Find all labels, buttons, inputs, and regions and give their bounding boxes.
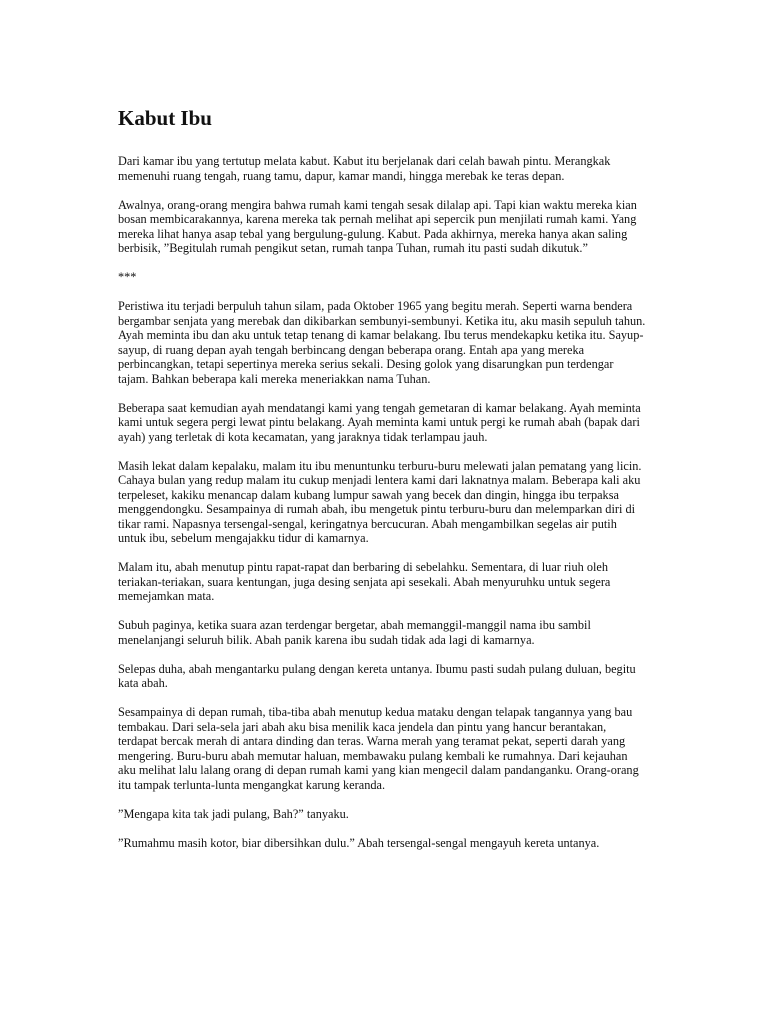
paragraph-5: Masih lekat dalam kepalaku, malam itu ibu menuntunku terburu-buru melewati jalan pematang yang licin. Cahaya bulan yang redup malam itu cukup menjadi lentera kami dari laknatnya malam. Beberapa kali aku terpeleset, kakiku menancap dalam kubang lumpur sawah yang becek dan dingin, hingga ibu terpaksa menggendongku. Sesampainya di rumah abah, ibu mengetuk pintu terburu-buru dan melemparkan diri di tikar rami. Napasnya tersengal-sengal, keringatnya bercucuran. Abah mengambilkan segelas air putih untuk ibu, sebelum mengajakku tidur di kamarnya. (118, 458, 642, 545)
paragraph-2: Awalnya, orang-orang mengira bahwa rumah kami tengah sesak dilalap api. Tapi kian waktu mereka kian bosan membicarakannya, karena mereka tak pernah melihat api sepercik pun menjilati rumah kami. Yang mereka lihat hanya asap tebal yang bergulung-gulung. Kabut. Pada akhirnya, mereka hanya akan saling berbisik, ”Begitulah rumah pengikut setan, rumah tanpa Tuhan, rumah itu pasti sudah dikutuk.” (118, 197, 637, 255)
dialogue-answer: ”Rumahmu masih kotor, biar dibersihkan dulu.” Abah tersengal-sengal mengayuh kereta untanya. (118, 835, 600, 850)
document-page (118, 104, 646, 865)
paragraph-3: Peristiwa itu terjadi berpuluh tahun silam, pada Oktober 1965 yang begitu merah. Seperti warna bendera bergambar senjata yang merebak dan dikibarkan sembunyi-sembunyi. Ketika itu, aku masih sepuluh tahun. Ayah meminta ibu dan aku untuk tetap tenang di kamar belakang. Ibu terus mendekapku ketika itu. Sayup-sayup, di ruang depan ayah tengah berbincang dengan beberapa orang. Entah apa yang mereka perbincangkan, tetapi sepertinya mereka serius sekali. Desing golok yang disarungkan pun terdengar tajam. Bahkan beberapa kali mereka meneriakkan nama Tuhan. (118, 299, 646, 386)
paragraph-1: Dari kamar ibu yang tertutup melata kabut. Kabut itu berjelanak dari celah bawah pintu. Merangkak memenuhi ruang tengah, ruang tamu, dapur, kamar mandi, hingga merebak ke teras depan. (118, 154, 611, 183)
document-title: Kabut Ibu (118, 106, 212, 130)
section-separator: *** (118, 270, 137, 284)
paragraph-6: Malam itu, abah menutup pintu rapat-rapat dan berbaring di sebelahku. Sementara, di luar riuh oleh teriakan-teriakan, suara kentungan, juga desing senjata api sesekali. Abah menyuruhku untuk segera memejamkan mata. (118, 560, 611, 603)
paragraph-8: Selepas duha, abah mengantarku pulang dengan kereta untanya. Ibumu pasti sudah pulang duluan, begitu kata abah. (118, 661, 636, 690)
paragraph-7: Subuh paginya, ketika suara azan terdengar bergetar, abah memanggil-manggil nama ibu sambil menelanjangi seluruh bilik. Abah panik karena ibu sudah tidak ada lagi di kamarnya. (118, 618, 591, 647)
dialogue-question: ”Mengapa kita tak jadi pulang, Bah?” tanyaku. (118, 806, 349, 821)
paragraph-9: Sesampainya di depan rumah, tiba-tiba abah menutup kedua mataku dengan telapak tangannya yang bau tembakau. Dari sela-sela jari abah aku bisa menilik kaca jendela dan pintu yang hancur berantakan, terdapat bercak merah di antara dinding dan teras. Warna merah yang teramat pekat, seperti darah yang mengering. Buru-buru abah memutar haluan, membawaku pulang kembali ke rumahnya. Dari kejauhan aku melihat lalu lalang orang di depan rumah kami yang kian mengecil dalam pandanganku. Orang-orang itu tampak terlunta-lunta mengangkat karung keranda. (118, 705, 639, 792)
paragraph-4: Beberapa saat kemudian ayah mendatangi kami yang tengah gemetaran di kamar belakang. Ayah meminta kami untuk segera pergi lewat pintu belakang. Ayah meminta kami untuk pergi ke rumah abah (bapak dari ayah) yang terletak di kota kecamatan, yang jaraknya tidak terlampau jauh. (118, 400, 641, 444)
